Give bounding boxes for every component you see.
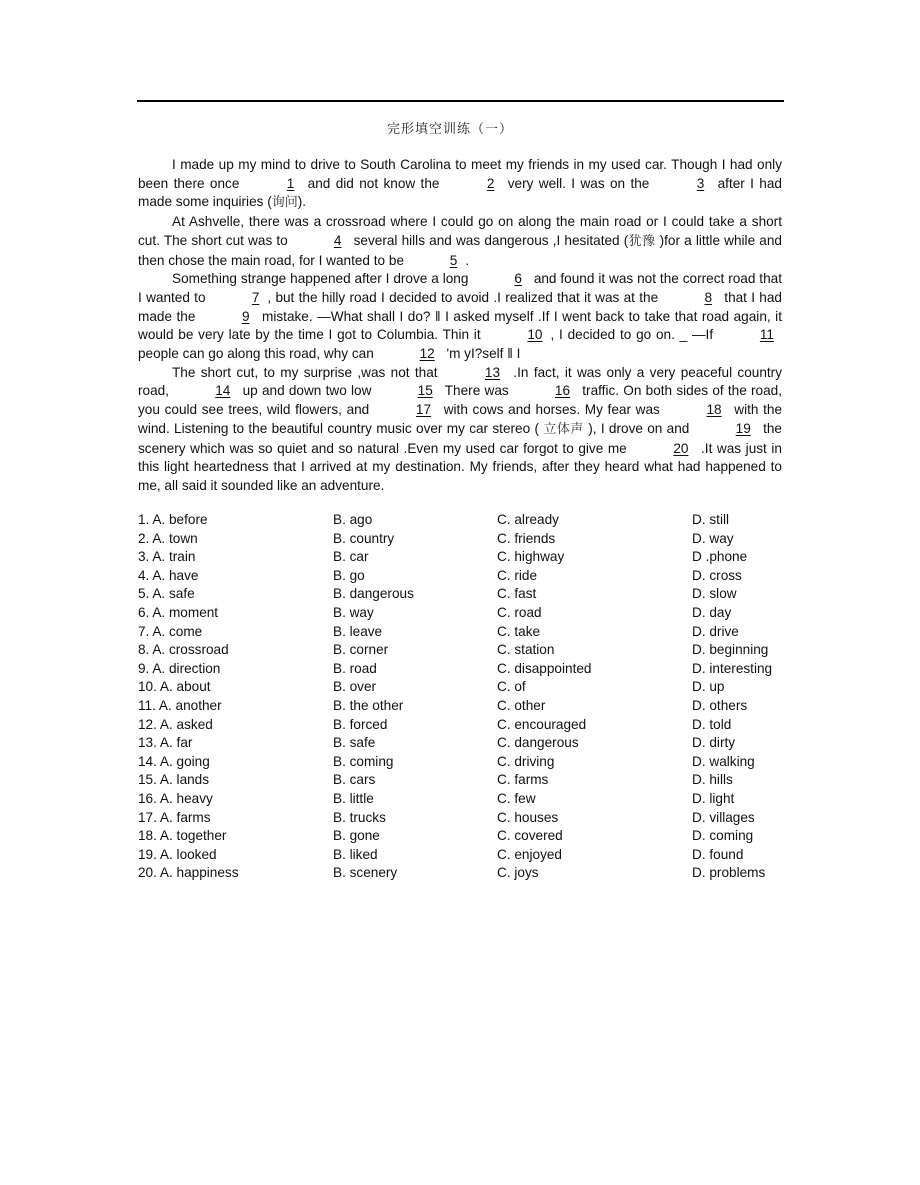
option-a: 4. A. have	[138, 567, 199, 583]
option-a: 8. A. crossroad	[138, 642, 229, 658]
blank-16: 16	[554, 383, 571, 399]
option-a: 10. A. about	[138, 679, 211, 695]
blank-4: 4	[333, 232, 342, 248]
text: with the wind. Listening to the beautiful country music over my car stereo (	[138, 402, 783, 436]
option-b: B. liked	[333, 846, 378, 862]
option-a: 3. A. train	[138, 549, 196, 565]
option-b: B. ago	[333, 512, 373, 527]
blank-8: 8	[704, 289, 712, 305]
option-d: D. problems	[692, 865, 766, 881]
option-c: C. road	[497, 604, 542, 620]
option-a: 14. A. going	[138, 753, 210, 769]
text: The short cut, to my surprise ,was not that	[172, 364, 443, 380]
option-a: 15. A. lands	[138, 772, 210, 788]
blank-5: 5	[449, 252, 458, 268]
text: up and down two low	[238, 383, 376, 399]
option-b: B. little	[333, 790, 374, 806]
option-d: D. hills	[692, 772, 733, 788]
option-a: 5. A. safe	[138, 586, 195, 602]
option-c: C. already	[497, 512, 559, 527]
option-d: D. told	[692, 716, 732, 732]
page-title: 完形填空训练（一）	[386, 122, 513, 137]
blank-3: 3	[696, 175, 705, 191]
option-d: D. day	[692, 604, 732, 620]
text: very well. I was on the	[502, 175, 655, 191]
option-d: D. walking	[692, 753, 755, 769]
option-c: C. few	[497, 790, 536, 806]
option-b: B. cars	[333, 772, 376, 788]
option-b: B. scenery	[333, 865, 398, 881]
chinese-gloss: 询问	[271, 195, 298, 211]
option-a: 16. A. heavy	[138, 790, 213, 806]
text: Something strange happened after I drove a long	[172, 271, 473, 287]
option-c: C. dangerous	[497, 735, 579, 751]
option-a: 13. A. far	[138, 735, 193, 751]
option-a: 18. A. together	[138, 828, 227, 844]
option-d: D. others	[692, 697, 748, 713]
option-b: B. car	[333, 549, 369, 565]
option-a: 6. A. moment	[138, 604, 219, 620]
option-c: C. take	[497, 623, 541, 639]
answer-options	[138, 511, 798, 883]
option-b: B. the other	[333, 697, 404, 713]
option-row	[138, 660, 798, 679]
option-row	[138, 678, 798, 697]
text: several hills and was dangerous ,I hesitated (	[349, 232, 629, 248]
chinese-gloss: 犹豫	[628, 233, 656, 249]
option-row	[138, 530, 798, 549]
blank-9: 9	[241, 308, 250, 324]
paragraph-4	[138, 364, 782, 496]
option-c: C. farms	[497, 772, 549, 788]
option-row	[138, 641, 798, 660]
text: with cows and horses. My fear was	[439, 402, 665, 418]
option-b: B. forced	[333, 716, 388, 732]
text: traffic. On both sides of the road, you could see trees, wild flowers, and	[138, 383, 783, 418]
cloze-passage	[138, 156, 782, 496]
option-d: D. still	[692, 512, 730, 527]
option-b: B. coming	[333, 753, 394, 769]
option-b: B. go	[333, 567, 365, 583]
option-b: B. leave	[333, 623, 383, 639]
option-row	[138, 753, 798, 772]
option-b: B. country	[333, 530, 395, 546]
option-row	[138, 864, 798, 883]
option-row	[138, 827, 798, 846]
option-d: D. found	[692, 846, 744, 862]
text: ).	[297, 194, 307, 210]
text: people can go along this road, why can	[138, 346, 378, 362]
blank-13: 13	[484, 364, 501, 380]
text: .	[465, 252, 470, 268]
blank-17: 17	[415, 402, 432, 418]
option-row	[138, 623, 798, 642]
option-row	[138, 604, 798, 623]
option-d: D. beginning	[692, 642, 769, 658]
option-c: C. enjoyed	[497, 846, 562, 862]
option-b: B. safe	[333, 735, 376, 751]
option-row	[138, 771, 798, 790]
option-d: D. up	[692, 679, 725, 695]
text: .In fact, it was only a very peaceful country road,	[138, 364, 783, 399]
option-row	[138, 548, 798, 567]
text: There was	[440, 383, 513, 399]
option-b: B. road	[333, 660, 377, 676]
blank-15: 15	[417, 383, 433, 399]
blank-19: 19	[735, 420, 751, 436]
option-b: B. dangerous	[333, 586, 414, 602]
option-c: C. highway	[497, 549, 565, 565]
option-c: C. of	[497, 679, 526, 695]
option-d: D. coming	[692, 828, 754, 844]
option-d: D. light	[692, 790, 735, 806]
option-c: C. ride	[497, 567, 538, 583]
text: .It was just in this light heartedness that I arrived at my destination. My friends, after they heard what had happened to me, all said it sounded like an adventure.	[138, 440, 782, 493]
option-c: C. driving	[497, 753, 555, 769]
blank-7: 7	[251, 289, 260, 305]
option-row	[138, 790, 798, 809]
text: that I had made the	[138, 289, 782, 324]
text: At Ashvelle, there was a crossroad where I could go on along the main road or I could take a short cut. The short cut was to	[138, 214, 782, 248]
paragraph-2	[138, 213, 782, 270]
option-a: 1. A. before	[138, 512, 208, 527]
option-a: 12. A. asked	[138, 716, 213, 732]
text: , I decided to go on. _ —If	[550, 327, 718, 343]
option-b: B. trucks	[333, 809, 386, 825]
header-rule	[137, 100, 784, 102]
option-c: C. encouraged	[497, 716, 587, 732]
option-a: 2. A. town	[138, 530, 198, 546]
option-b: B. way	[333, 604, 374, 620]
option-row	[138, 567, 798, 586]
option-d: D. villages	[692, 809, 755, 825]
text: the scenery which was so quiet and so natural .Even my used car forgot to give me	[138, 420, 782, 456]
blank-1: 1	[286, 175, 295, 191]
text: and did not know the	[302, 175, 445, 191]
option-c: C. other	[497, 697, 546, 713]
option-d: D. way	[692, 530, 734, 546]
option-d: D. dirty	[692, 735, 736, 751]
paragraph-1	[138, 156, 782, 213]
option-row	[138, 697, 798, 716]
option-b: B. over	[333, 679, 377, 695]
option-row	[138, 809, 798, 828]
option-c: C. joys	[497, 865, 539, 881]
option-row	[138, 734, 798, 753]
option-b: B. corner	[333, 642, 389, 658]
blank-10: 10	[527, 327, 543, 343]
option-c: C. station	[497, 642, 555, 658]
option-b: B. gone	[333, 828, 380, 844]
option-d: D. interesting	[692, 660, 773, 676]
option-a: 20. A. happiness	[138, 865, 239, 881]
blank-20: 20	[673, 440, 689, 456]
option-c: C. disappointed	[497, 660, 592, 676]
option-c: C. friends	[497, 530, 556, 546]
blank-11: 11	[759, 327, 774, 343]
option-row	[138, 716, 798, 735]
option-d: D. slow	[692, 586, 737, 602]
paragraph-3	[138, 270, 782, 364]
option-row	[138, 511, 798, 530]
text: after I had made some inquiries (	[138, 175, 782, 210]
blank-6: 6	[514, 271, 522, 287]
text: )for a little while and then chose the main road, for I wanted to be	[138, 232, 782, 268]
blank-18: 18	[706, 402, 722, 418]
option-a: 7. A. come	[138, 623, 203, 639]
blank-2: 2	[486, 175, 495, 191]
option-d: D. cross	[692, 567, 742, 583]
option-c: C. houses	[497, 809, 559, 825]
text: mistake. —What shall I do? ‖ I asked myself .If I went back to take that road again, it would be very late by the time I got to Columbia. Thin it	[138, 308, 782, 343]
option-d: D .phone	[692, 549, 748, 565]
option-row	[138, 585, 798, 604]
chinese-gloss: 立体声	[543, 421, 584, 437]
text: 'm yI?self ‖ I	[442, 346, 521, 362]
option-a: 11. A. another	[138, 697, 222, 713]
option-a: 17. A. farms	[138, 809, 211, 825]
option-c: C. covered	[497, 828, 563, 844]
option-c: C. fast	[497, 586, 537, 602]
text: I made up my mind to drive to South Carolina to meet my friends in my used car. Though I had only been there once	[138, 157, 782, 191]
option-a: 9. A. direction	[138, 660, 221, 676]
text: ), I drove on and	[583, 420, 694, 436]
text: and found it was not the correct road that I wanted to	[138, 271, 782, 305]
option-a: 19. A. looked	[138, 846, 217, 862]
blank-14: 14	[215, 383, 231, 399]
option-d: D. drive	[692, 623, 739, 639]
blank-12: 12	[419, 346, 435, 362]
text: , but the hilly road I decided to avoid .I realized that it was at the	[267, 289, 663, 305]
option-row	[138, 846, 798, 865]
